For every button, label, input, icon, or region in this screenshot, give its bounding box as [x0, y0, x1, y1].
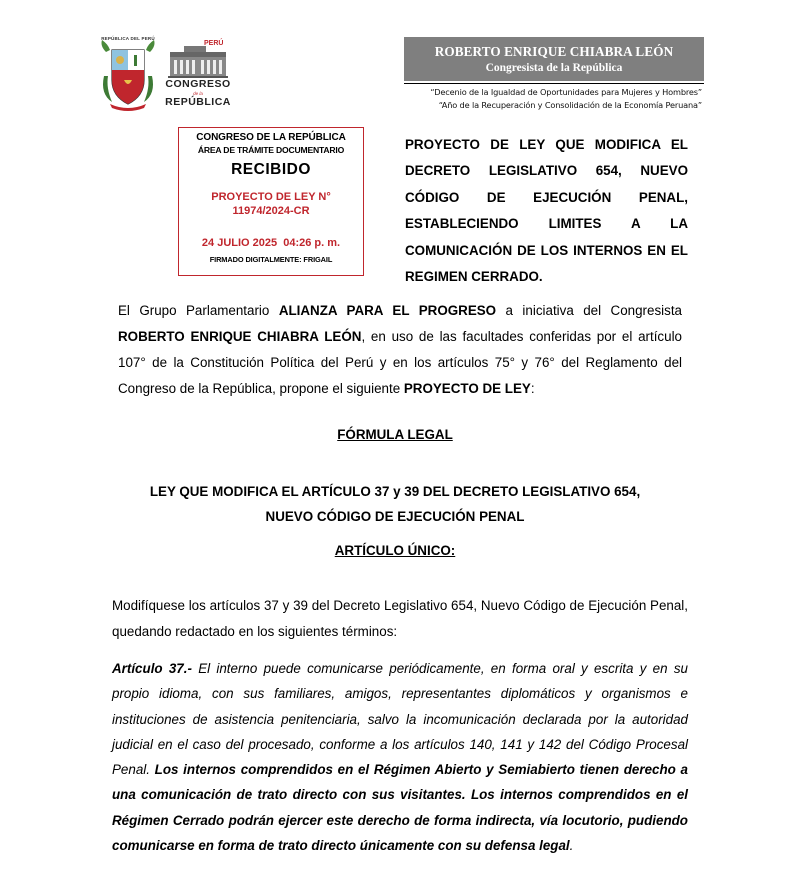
stamp-area: ÁREA DE TRÁMITE DOCUMENTARIO [197, 145, 345, 155]
congressman-role: Congresista de la República [485, 62, 623, 74]
decenio-motto: “Decenio de la Igualdad de Oportunidades para Mujeres y Hombres” [430, 87, 702, 97]
bill-title: PROYECTO DE LEY QUE MODIFICA EL DECRETO LEGISLATIVO 654, NUEVO CÓDIGO DE EJECUCIÓN PENAL, ESTABLECIENDO LIMITES A LA COMUNICACIÓN DE LOS INTERNOS EN EL REGIMEN CERRADO. [405, 137, 688, 285]
peru-coat-of-arms-icon [96, 36, 160, 114]
law-title [0, 479, 790, 529]
logo-de-la-text: de la [193, 91, 203, 96]
stamp-signature: FIRMADO DIGITALMENTE: FRIGAIL [209, 255, 333, 264]
law-title-line1: LEY QUE MODIFICA EL ARTÍCULO 37 y 39 DEL DECRETO LEGISLATIVO 654, [149, 484, 641, 499]
reception-stamp [178, 127, 364, 276]
intro-text: , en uso de las facultades conferidas por el artículo 107° de la Constitución Política del Perú y en los artículos 75° y 76° del Reglamento del Congreso de la República, propone el siguiente [118, 329, 682, 396]
modify-paragraph: Modifíquese los artículos 37 y 39 del Decreto Legislativo 654, Nuevo Código de Ejecución Penal, quedando redactado en los siguientes términos: [112, 598, 688, 639]
intro-text: El Grupo Parlamentario [118, 303, 279, 318]
intro-text: a iniciativa del Congresista [496, 303, 682, 318]
party-name: ALIANZA PARA EL PROGRESO [278, 303, 497, 318]
article-37-bold-text: Los internos comprendidos en el Régimen Abierto y Semiabierto tienen derecho a una comunicación de trato directo con sus visitantes. Los internos comprendidos en el Régimen Cerrado podrán ejercer este derecho de forma indirecta, vía locutorio, pudiendo comunicarse en forma de trato directo únicamente con su defensa legal [112, 762, 688, 854]
bill-label: PROYECTO DE LEY [403, 381, 531, 396]
stamp-institution: CONGRESO DE LA REPÚBLICA [196, 132, 346, 143]
formula-heading [0, 427, 790, 442]
article-37-lead: Artículo 37.- [112, 661, 192, 676]
official-mottos [430, 86, 702, 112]
logo-congreso-text: CONGRESO [165, 78, 231, 90]
intro-paragraph [118, 298, 682, 402]
congressman-name-inline: ROBERTO ENRIQUE CHIABRA LEÓN [118, 329, 362, 344]
peru-tag: PERÚ [204, 40, 224, 47]
intro-text: : [530, 381, 535, 396]
header-logos [96, 36, 236, 114]
stamp-status: RECIBIDO [231, 161, 311, 178]
shield-caption: REPÚBLICA DEL PERÚ [101, 36, 155, 41]
article-heading [0, 543, 790, 558]
banner-divider [404, 83, 704, 84]
formula-heading-text: FÓRMULA LEGAL [337, 427, 453, 442]
article-37-end: . [569, 838, 574, 854]
article-37-text: El interno puede comunicarse periódicamente, en forma oral y escrita y en su propio idioma, con sus familiares, amigos, representantes diplomáticos y organismos e instituciones de asistencia penitenciaria, salvo la incomunicación declarada por la autoridad judicial en el caso del procesado, conforme a los artículos 140, 141 y 142 del Código Procesal Penal. [112, 661, 688, 778]
logo-republica-text: REPÚBLICA [165, 96, 231, 108]
law-title-line2: NUEVO CÓDIGO DE EJECUCIÓN PENAL [265, 509, 525, 524]
congressman-banner [404, 37, 704, 81]
stamp-project-number: 11974/2024-CR [232, 205, 310, 217]
article-heading-text: ARTÍCULO ÚNICO: [334, 543, 456, 558]
year-motto: “Año de la Recuperación y Consolidación de la Economía Peruana” [438, 100, 702, 110]
stamp-project-label: PROYECTO DE LEY N° [211, 191, 331, 203]
congressman-name: ROBERTO ENRIQUE CHIABRA LEÓN [434, 44, 674, 59]
stamp-project [179, 190, 363, 218]
stamp-received-at: 24 JULIO 2025 04:26 p. m. [201, 237, 341, 249]
article-37-paragraph [112, 656, 688, 858]
